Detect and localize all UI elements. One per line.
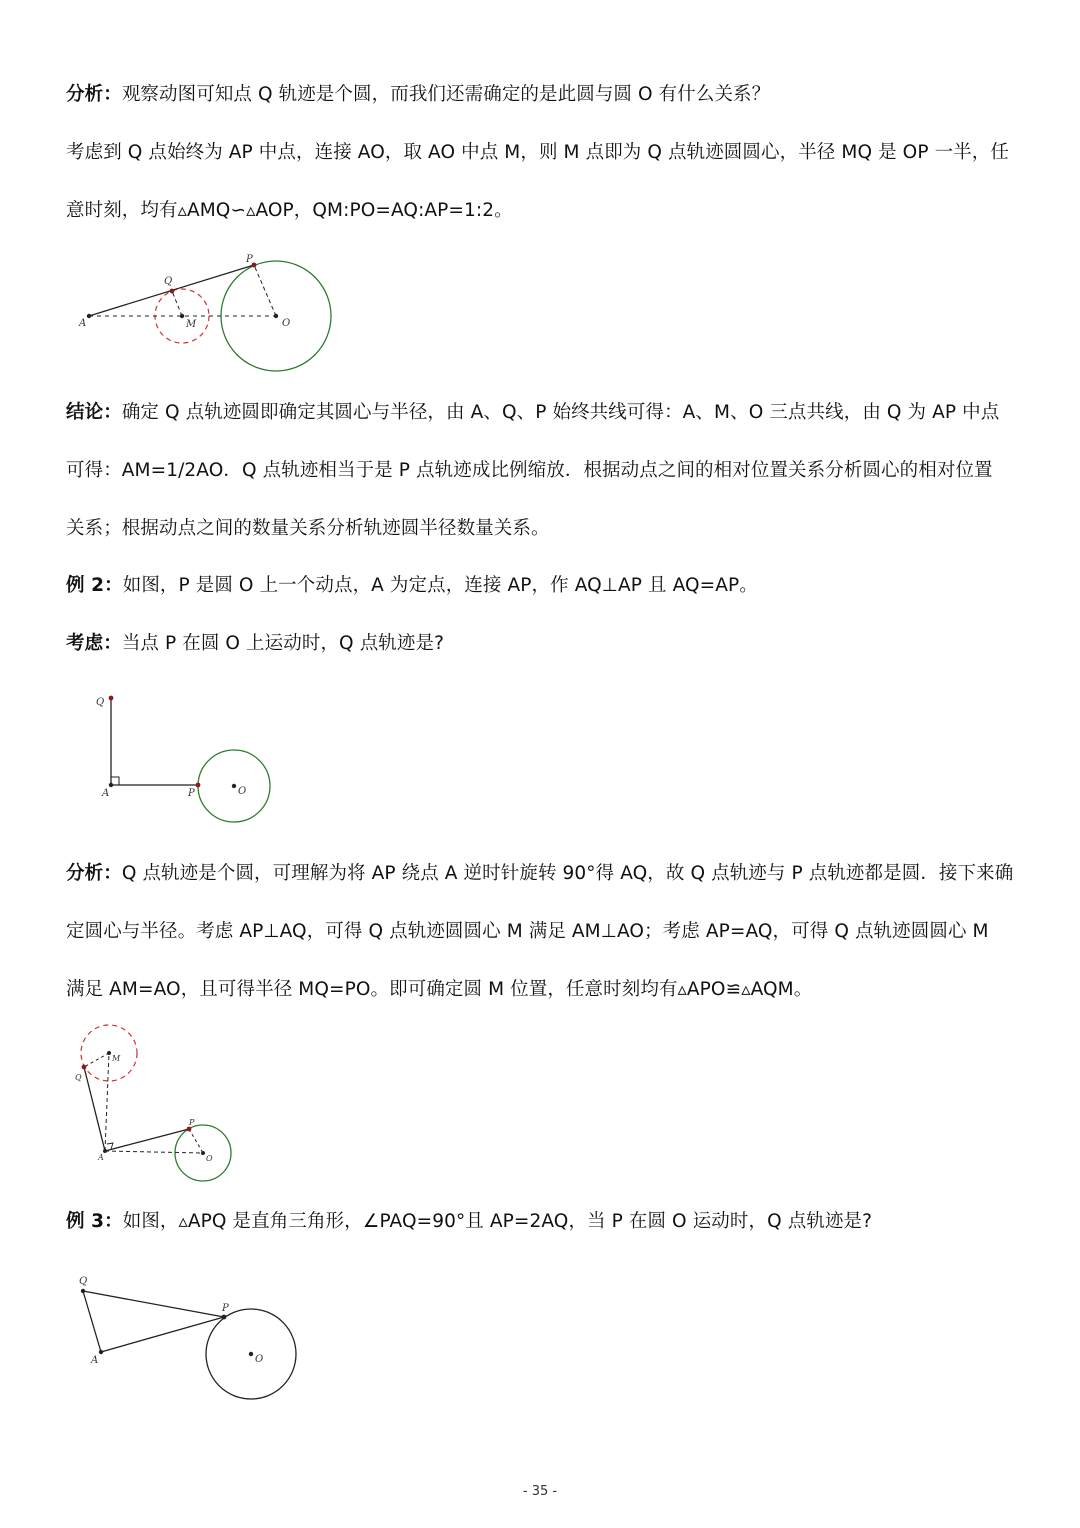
example3-text: 如图，▵APQ 是直角三角形，∠PAQ=90°且 AP=2AQ，当 P 在圆 O 运动时，Q 点轨迹是? xyxy=(122,1211,873,1232)
figure4-line-ap xyxy=(101,1317,224,1352)
example2-text: 如图，P 是圆 O 上一个动点，A 为定点，连接 AP，作 AQ⊥AP 且 AQ=AP。 xyxy=(122,575,758,596)
figure1-label-o: O xyxy=(282,318,291,329)
example3-label: 例 3： xyxy=(66,1211,123,1232)
figure4-point-a xyxy=(99,1350,103,1354)
page-number: - 35 - xyxy=(522,1484,558,1499)
figure4-line-qa xyxy=(83,1291,101,1352)
figure1-label-m: M xyxy=(186,319,197,330)
example2-consider-text: 当点 P 在圆 O 上运动时，Q 点轨迹是? xyxy=(121,633,445,654)
conclusion-line3: 关系；根据动点之间的数量关系分析轨迹圆半径数量关系。 xyxy=(66,518,550,539)
figure4-label-o: O xyxy=(255,1354,264,1365)
conclusion-label: 结论： xyxy=(66,402,122,423)
figure2-label-q: Q xyxy=(96,697,105,708)
figure2-label-p: P xyxy=(188,788,195,799)
figure3-label-m: M xyxy=(112,1054,121,1063)
analysis1-line3: 意时刻，均有▵AMQ∽▵AOP，QM:PO=AQ:AP=1:2。 xyxy=(66,200,513,221)
figure4-label-a: A xyxy=(91,1355,99,1366)
analysis1-label: 分析： xyxy=(66,84,122,105)
figure3-label-p: P xyxy=(189,1118,195,1127)
analysis2-text: Q 点轨迹是个圆，可理解为将 AP 绕点 A 逆时针旋转 90°得 AQ，故 Q 点轨迹与 P 点轨迹都是圆．接下来确 xyxy=(121,863,1014,884)
figure4-line-qp xyxy=(83,1291,224,1317)
analysis2-line2: 定圆心与半径。考虑 AP⊥AQ，可得 Q 点轨迹圆圆心 M 满足 AM⊥AO；考虑 AP=AQ，可得 Q 点轨迹圆圆心 M xyxy=(66,921,989,942)
analysis1-text: 观察动图可知点 Q 轨迹是个圆，而我们还需确定的是此圆与圆 O 有什么关系？ xyxy=(121,84,771,105)
figure2-label-o: O xyxy=(238,786,247,797)
figure4-point-q xyxy=(81,1289,85,1293)
analysis2-line3: 满足 AM=AO，且可得半径 MQ=PO。即可确定圆 M 位置，任意时刻均有▵APO≌▵AQM。 xyxy=(66,979,813,1000)
figure1-label-q: Q xyxy=(164,276,173,287)
example2-consider-label: 考虑： xyxy=(66,633,122,654)
figure3-label-o: O xyxy=(206,1154,213,1163)
analysis2-label: 分析： xyxy=(66,863,122,884)
figure3-label-q: Q xyxy=(75,1073,82,1082)
figure4-point-o xyxy=(249,1352,253,1356)
figure2-label-a: A xyxy=(102,788,110,799)
figure4-label-p: P xyxy=(222,1303,229,1314)
conclusion-line2: 可得：AM=1/2AO．Q 点轨迹相当于是 P 点轨迹成比例缩放．根据动点之间的相对位置关系分析圆心的相对位置 xyxy=(66,460,993,481)
example2-label: 例 2： xyxy=(66,575,123,596)
figure4-label-q: Q xyxy=(79,1276,88,1287)
figure1-label-p: P xyxy=(246,254,253,265)
figure4-shapes xyxy=(81,1289,296,1399)
conclusion-text: 确定 Q 点轨迹圆即确定其圆心与半径，由 A、Q、P 始终共线可得：A、M、O 三点共线，由 Q 为 AP 中点 xyxy=(121,402,1000,423)
analysis1-line2: 考虑到 Q 点始终为 AP 中点，连接 AO，取 AO 中点 M，则 M 点即为 Q 点轨迹圆圆心，半径 MQ 是 OP 一半，任 xyxy=(66,142,1009,163)
figure1-label-a: A xyxy=(79,318,87,329)
figure4-point-p xyxy=(222,1315,227,1320)
figure3-label-a: A xyxy=(98,1153,104,1162)
